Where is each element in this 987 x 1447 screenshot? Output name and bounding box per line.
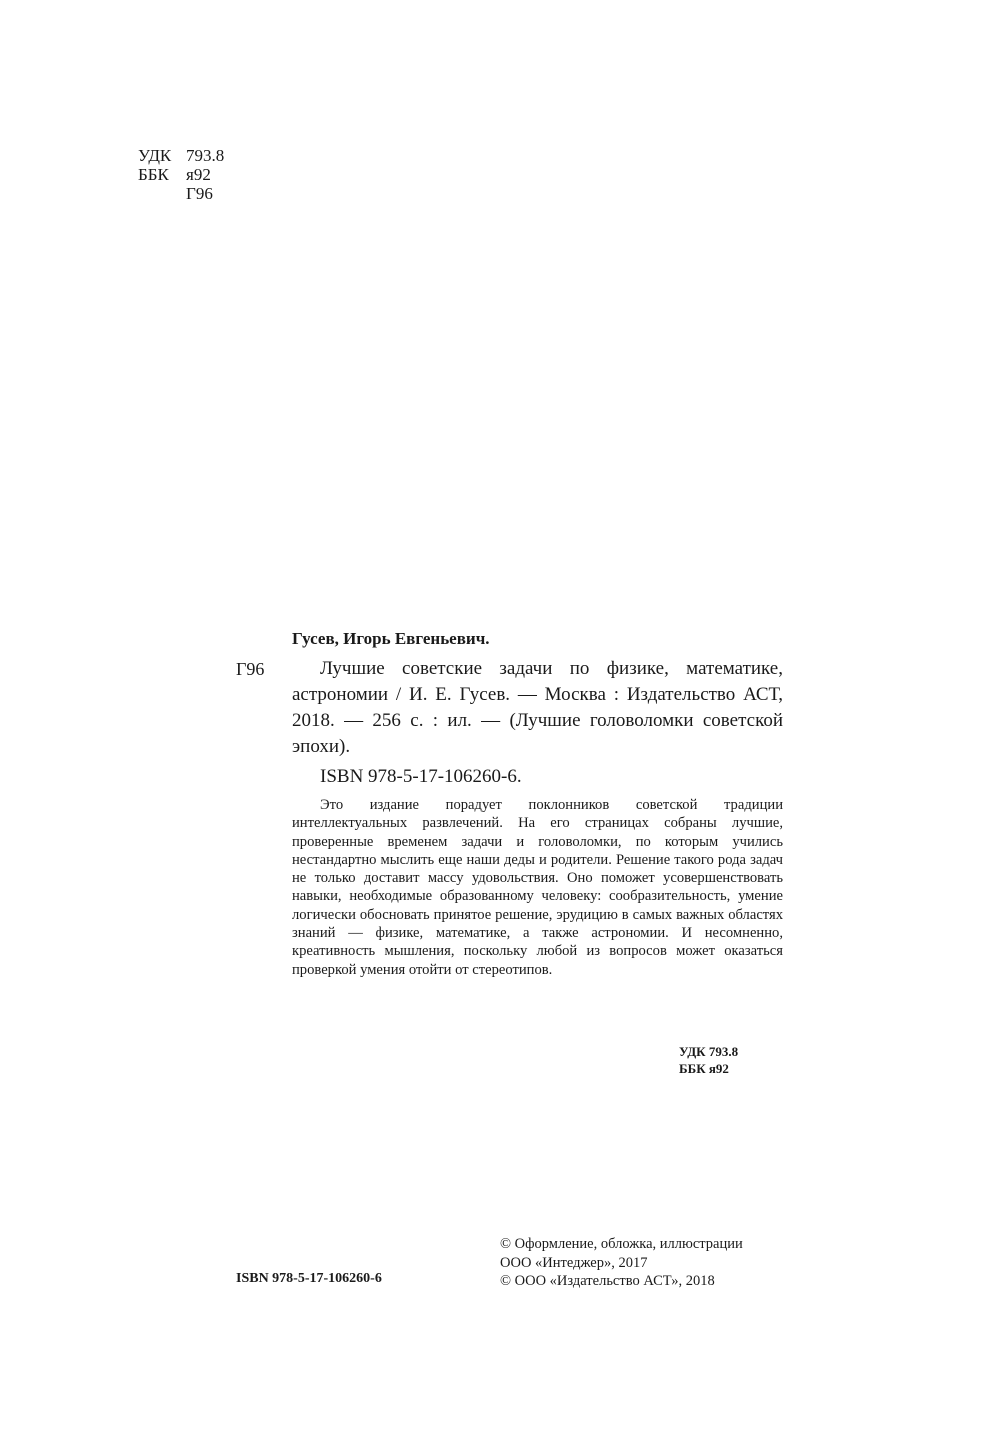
isbn-imprint: ISBN 978-5-17-106260-6	[236, 1271, 382, 1286]
bbk-row	[138, 165, 224, 184]
annotation-paragraph: Это издание порадует поклонников советской традиции интеллектуальных развлечений. На его страницах собраны лучшие, проверенные временем задачи и головоломки, по которым учились нестандартно мыслить еще наши деды и родители. Решение такого рода задач не только доставит массу удовольствия. Оно поможет усовершенствовать навыки, необходимые образованному человеку: сообразительность, умение логически обосновать принятое решение, эрудицию в самых важных областях знаний — физике, математике, а также астрономии. И несомненно, креативность мышления, поскольку любой из вопросов может оказаться проверкой умения отойти от стереотипов.	[292, 797, 783, 978]
udk-code: УДК 793.8	[679, 1044, 739, 1059]
top-classification-block	[138, 146, 224, 203]
bibliographic-description: Лучшие советские задачи по физике, математике, астрономии / И. Е. Гусев. — Москва : Издательство АСТ, 2018. — 256 с. : ил. — (Лучшие головоломки советской эпохи).	[292, 658, 783, 757]
udk-value: 793.8	[186, 146, 225, 165]
copyright-line: ООО «Интеджер», 2017	[500, 1254, 648, 1271]
bbk-code: ББК я92	[679, 1061, 729, 1076]
bbk-label: ББК	[138, 165, 169, 184]
copyright-line: © Оформление, обложка, иллюстрации	[500, 1236, 743, 1252]
copyright-line: © ООО «Издательство АСТ», 2018	[500, 1273, 715, 1289]
author-mark: Г96	[236, 659, 265, 679]
udk-row	[138, 146, 224, 165]
isbn-entry: ISBN 978-5-17-106260-6.	[320, 766, 522, 787]
copyright-block	[500, 1235, 743, 1291]
bottom-classification-block	[679, 1043, 738, 1077]
author-mark-top: Г96	[186, 184, 213, 203]
author-heading: Гусев, Игорь Евгеньевич.	[292, 629, 490, 648]
author-mark-row	[138, 184, 224, 203]
udk-label: УДК	[138, 146, 172, 165]
bbk-value: я92	[186, 165, 211, 184]
